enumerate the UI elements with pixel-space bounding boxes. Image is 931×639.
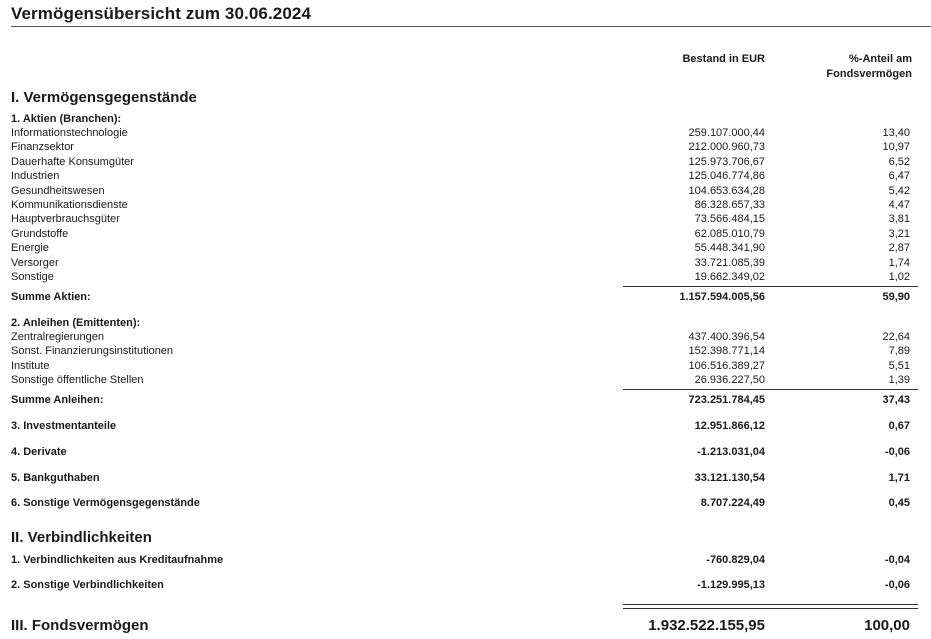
row-percent: 0,67 [888,420,910,432]
section-title-vermoegensgegenstaende: I. Vermögensgegenstände [11,89,197,106]
row-label: Energie [11,242,49,255]
table-row [11,373,931,387]
row-label: Industrien [11,170,60,183]
row-percent: -0,06 [884,579,910,591]
row-percent: 3,21 [888,227,910,240]
title-divider [11,26,931,27]
column-header-anteil [792,52,912,82]
row-label: Versorger [11,256,59,269]
row-label: Sonstige öffentliche Stellen [11,374,144,387]
row-label: Kommunikationsdienste [11,199,128,211]
row-value: 212.000.960,73 [688,141,765,154]
table-row [11,471,931,485]
row-label: Hauptverbrauchsgüter [11,213,120,226]
row-percent: -0,04 [884,554,910,566]
row-value: 125.046.774,86 [688,170,765,183]
table-row [11,256,931,270]
row-percent: 3,81 [888,213,910,226]
row-label: Grundstoffe [11,227,69,240]
row-value: -760.829,04 [706,554,765,566]
row-percent: 5,51 [888,359,910,372]
row-label: Sonst. Finanzierungsinstitutionen [11,345,174,358]
table-row [11,169,931,183]
row-percent: 5,42 [888,184,910,197]
row-label: 4. Derivate [11,446,67,458]
row-value: 19.662.349,02 [694,271,765,283]
table-row [11,241,931,255]
total-value: 1.932.522.155,95 [648,617,765,634]
sum-row-anleihen [11,393,931,407]
sum-divider-aktien [623,286,918,287]
sum-label: Summe Anleihen: [11,394,104,406]
page-title: Vermögensübersicht zum 30.06.2024 [11,4,311,23]
row-value: 12.951.866,12 [694,420,765,432]
subsection-title-anleihen: 2. Anleihen (Emittenten): [11,317,141,329]
table-row [11,126,931,140]
table-row [11,270,931,284]
total-row-fondsvermoegen [11,616,931,636]
row-percent: 4,47 [888,199,910,211]
row-value: 33.121.130,54 [694,472,765,484]
row-percent: -0,06 [884,446,910,458]
table-row [11,198,931,212]
table-row [11,578,931,592]
row-value: -1.129.995,13 [697,579,765,591]
table-row [11,419,931,433]
row-value: 8.707.224,49 [700,497,765,509]
total-double-divider [623,604,918,609]
row-percent: 0,45 [888,497,910,509]
section-title-verbindlichkeiten: II. Verbindlichkeiten [11,529,152,546]
row-percent: 6,47 [888,170,910,183]
table-row [11,496,931,510]
row-percent: 13,40 [882,127,910,139]
sum-value: 723.251.784,45 [688,394,765,406]
column-header-bestand: Bestand in EUR [682,53,765,65]
table-row [11,553,931,567]
table-row [11,155,931,169]
row-percent: 1,39 [888,374,910,387]
row-label: Informationstechnologie [11,127,128,139]
table-row [11,227,931,241]
row-label: Institute [11,359,50,372]
column-header-anteil-line2: Fondsvermögen [826,68,912,80]
row-percent: 7,89 [888,345,910,358]
row-label: Gesundheitswesen [11,184,105,197]
row-value: 437.400.396,54 [688,331,765,343]
row-label: Finanzsektor [11,141,74,154]
row-label: 6. Sonstige Vermögensgegenstände [11,497,200,509]
row-value: 106.516.389,27 [688,359,765,372]
total-label: III. Fondsvermögen [11,617,149,634]
row-value: 55.448.341,90 [694,242,765,255]
row-value: 104.653.634,28 [688,184,765,197]
sum-percent: 37,43 [882,394,910,406]
row-value: 33.721.085,39 [694,256,765,269]
row-value: 125.973.706,67 [688,155,765,168]
row-percent: 22,64 [882,331,910,343]
total-percent: 100,00 [864,617,910,634]
subsection-title-aktien: 1. Aktien (Branchen): [11,113,122,125]
row-value: 62.085.010,79 [694,227,765,240]
table-row [11,359,931,373]
table-row [11,212,931,226]
row-percent: 1,02 [888,271,910,283]
row-value: 86.328.657,33 [694,199,765,211]
row-label: Zentralregierungen [11,331,104,343]
table-row [11,445,931,459]
sum-label: Summe Aktien: [11,291,91,303]
sum-divider-anleihen [623,389,918,390]
row-value: 152.398.771,14 [688,345,765,358]
row-label: Sonstige [11,271,54,283]
row-percent: 10,97 [882,141,910,154]
column-header-anteil-line1: %-Anteil am [849,53,912,65]
row-label: 1. Verbindlichkeiten aus Kreditaufnahme [11,554,224,566]
row-percent: 6,52 [888,155,910,168]
row-value: 73.566.484,15 [694,213,765,226]
row-label: 5. Bankguthaben [11,472,100,484]
row-percent: 1,71 [888,472,910,484]
table-row [11,344,931,358]
row-label: 3. Investmentanteile [11,420,117,432]
sum-percent: 59,90 [882,291,910,303]
row-value: 259.107.000,44 [688,127,765,139]
sum-value: 1.157.594.005,56 [679,291,765,303]
row-percent: 2,87 [888,242,910,255]
table-row [11,140,931,154]
row-value: 26.936.227,50 [694,374,765,387]
sum-row-aktien [11,290,931,304]
table-row [11,184,931,198]
row-percent: 1,74 [888,256,910,269]
row-value: -1.213.031,04 [697,446,765,458]
table-row [11,330,931,344]
row-label: Dauerhafte Konsumgüter [11,155,134,168]
row-label: 2. Sonstige Verbindlichkeiten [11,579,164,591]
